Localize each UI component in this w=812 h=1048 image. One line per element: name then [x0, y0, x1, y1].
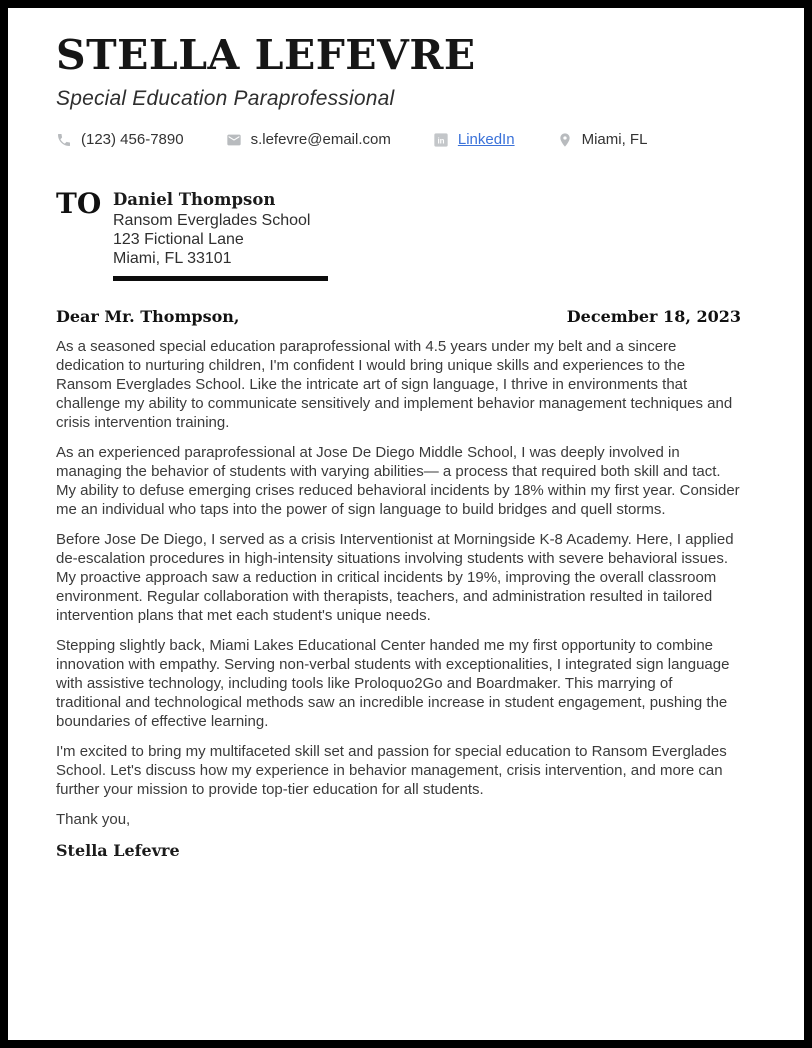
recipient-divider: [113, 276, 328, 281]
contact-row: [56, 131, 741, 148]
recipient-organization: Ransom Everglades School: [113, 212, 311, 230]
to-label: TO: [56, 187, 102, 221]
letter-date: December 18, 2023: [566, 307, 741, 327]
page-title: STELLA LEFEVRE: [56, 31, 476, 79]
contact-location: [557, 131, 648, 148]
location-pin-icon: [557, 132, 573, 148]
header: [56, 31, 741, 149]
job-title: Special Education Paraprofessional: [56, 87, 395, 111]
phone-number: (123) 456-7890: [81, 131, 184, 149]
email-address: s.lefevre@email.com: [250, 131, 391, 149]
location-text: Miami, FL: [581, 131, 648, 149]
recipient-name: Daniel Thompson: [113, 190, 276, 210]
linkedin-link[interactable]: LinkedIn: [457, 131, 515, 149]
letter-paragraph: As a seasoned special education paraprofessional with 4.5 years under my belt and a sincere dedication to nurturing children, I'm confident I would bring unique skills and experiences to the Ransom Everglades School. Like the intricate art of sign language, I thrive in environments that challenge my ability to communicate sensitively and implement behavior management techniques and crisis intervention training.: [56, 338, 733, 432]
salutation: Dear Mr. Thompson,: [56, 307, 240, 327]
contact-linkedin: [433, 131, 515, 148]
svg-text:in: in: [437, 135, 445, 145]
letter-paragraph: Before Jose De Diego, I served as a crisis Interventionist at Morningside K-8 Academy. Here, I applied de-escalation procedures in high-intensity situations involving students with severe behavioral issues. My proactive approach saw a reduction in critical incidents by 19%, improving the overall classroom environment. Regular collaboration with therapists, teachers, and administration resulted in tailored intervention plans that met each student's unique needs.: [56, 531, 734, 625]
email-icon: [226, 132, 242, 148]
letter-paragraph: I'm excited to bring my multifaceted skill set and passion for special education to Ransom Everglades School. Let's discuss how my experience in behavior management, crisis intervention, and more can further your mission to provide top-tier education for all students.: [56, 743, 727, 799]
letter-paragraph: As an experienced paraprofessional at Jose De Diego Middle School, I was deeply involved in managing the behavior of students with varying abilities— a process that required both skill and tact. My ability to defuse emerging crises reduced behavioral incidents by 18% within my first year. Consider me an individual who taps into the power of sign language to build bridges and quell storms.: [56, 444, 740, 519]
recipient-address-line2: Miami, FL 33101: [113, 250, 232, 268]
recipient-address-line1: 123 Fictional Lane: [113, 231, 244, 249]
salutation-row: [56, 307, 741, 326]
linkedin-icon: [433, 132, 449, 148]
phone-icon: [56, 132, 72, 148]
letter-closing: Thank you,: [56, 811, 131, 829]
letter-paragraph: Stepping slightly back, Miami Lakes Educational Center handed me my first opportunity to combine innovation with empathy. Serving non-verbal students with exceptionalities, I integrated sign language with assistive technology, including tools like Proloquo2Go and Boardmaker. This marrying of traditional and technological methods saw an incredible increase in student engagement, pushing the boundaries of effective learning.: [56, 637, 730, 731]
contact-phone: [56, 131, 184, 148]
recipient-block: [56, 187, 741, 281]
letter-body: [56, 307, 741, 860]
signature: Stella Lefevre: [56, 841, 180, 861]
recipient-details: [113, 190, 328, 281]
contact-email: [226, 131, 391, 148]
